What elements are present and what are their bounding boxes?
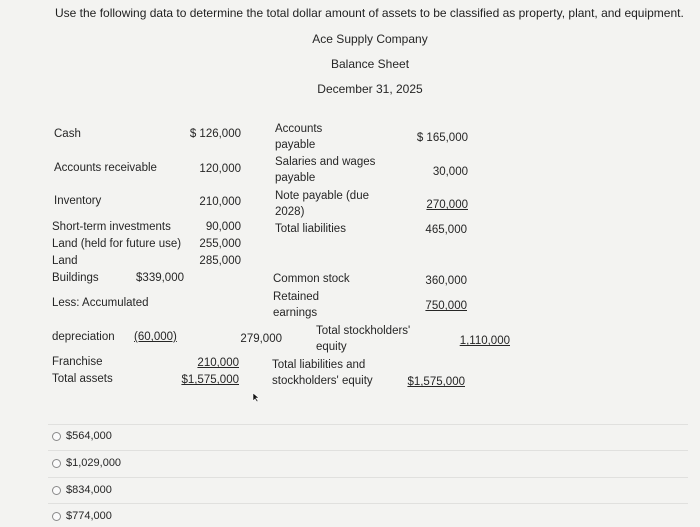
radio-circle-icon[interactable]	[52, 486, 61, 495]
common-stock-value: 360,000	[425, 275, 467, 287]
mouse-cursor-icon	[252, 392, 260, 402]
depreciation-value: (60,000)	[134, 331, 177, 343]
land-value: 285,000	[199, 255, 241, 267]
less-accumulated-label: Less: Accumulated	[52, 297, 149, 309]
radio-circle-icon[interactable]	[52, 432, 61, 441]
radio-circle-icon[interactable]	[52, 512, 61, 521]
land-future-value: 255,000	[199, 238, 241, 250]
total-liabilities-value: 465,000	[425, 224, 467, 236]
company-name: Ace Supply Company	[312, 32, 428, 46]
land-future-label: Land (held for future use)	[52, 238, 182, 250]
sti-value: 90,000	[205, 221, 241, 233]
retained-earnings-label: Retained earnings	[273, 291, 320, 319]
np-label: Note payable (due 2028)	[275, 190, 369, 218]
cash-label: Cash	[54, 128, 81, 140]
ap-value: $ 165,000	[416, 132, 468, 144]
tle-value: $1,575,000	[407, 376, 465, 388]
option-label: $834,000	[66, 484, 112, 496]
tse-label: Total stockholders' equity	[316, 325, 411, 353]
buildings-net-value: 279,000	[240, 333, 282, 345]
option-1[interactable]	[52, 430, 112, 442]
total-assets-label: Total assets	[52, 373, 113, 385]
buildings-label: Buildings	[52, 272, 99, 284]
sti-label: Short-term investments	[52, 221, 171, 233]
swp-value: 30,000	[432, 166, 468, 178]
option-label: $564,000	[66, 430, 112, 442]
retained-earnings-value: 750,000	[425, 300, 467, 312]
total-liabilities-label: Total liabilities	[275, 223, 346, 235]
land-label: Land	[52, 255, 78, 267]
option-3[interactable]	[52, 484, 112, 496]
tse-value: 1,110,000	[459, 335, 510, 347]
inventory-value: 210,000	[199, 196, 241, 208]
swp-label: Salaries and wages payable	[275, 156, 376, 184]
radio-circle-icon[interactable]	[52, 459, 61, 468]
option-label: $774,000	[66, 510, 112, 522]
ar-label: Accounts receivable	[54, 162, 157, 174]
franchise-label: Franchise	[52, 356, 103, 368]
statement-date: December 31, 2025	[317, 82, 423, 96]
depreciation-label: depreciation	[52, 331, 115, 343]
buildings-value: $339,000	[136, 272, 184, 284]
option-2[interactable]	[52, 457, 121, 469]
tle-label: Total liabilities and stockholders' equity	[272, 359, 373, 387]
franchise-value: 210,000	[197, 357, 239, 369]
question-text: Use the following data to determine the total dollar amount of assets to be classified as property, plant, and equipment.	[55, 6, 684, 20]
ap-label: Accounts payable	[275, 123, 323, 151]
common-stock-label: Common stock	[273, 273, 350, 285]
ar-value: 120,000	[199, 163, 241, 175]
option-label: $1,029,000	[66, 457, 122, 469]
total-assets-value: $1,575,000	[181, 374, 239, 386]
inventory-label: Inventory	[54, 195, 102, 207]
option-4[interactable]	[52, 510, 112, 522]
statement-title: Balance Sheet	[330, 57, 410, 71]
cash-value: $ 126,000	[189, 128, 241, 140]
np-value: 270,000	[426, 199, 468, 211]
